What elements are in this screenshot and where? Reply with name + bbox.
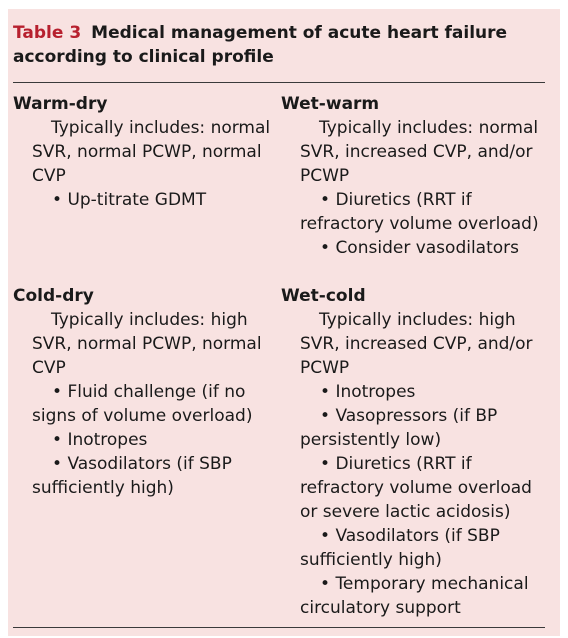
bullet-glyph: • [52, 454, 63, 474]
cell-heading: Wet-cold [281, 286, 366, 306]
bullet-item [13, 188, 271, 212]
table-caption [13, 21, 533, 69]
bullet-text: Vasodilators (if SBP sufficiently high) [300, 526, 500, 570]
bullet-glyph: • [320, 406, 331, 426]
bullet-item [281, 524, 539, 572]
bullet-text: Temporary mechanical circulatory support [300, 574, 529, 618]
cell-wet-cold [281, 284, 539, 620]
table-label: Table 3 [13, 23, 82, 43]
bullet-text: Inotropes [67, 430, 148, 450]
table-top-rule [13, 82, 545, 83]
bullet-glyph: • [52, 382, 63, 402]
cell-intro: Typically includes: high SVR, increased CVP, and/or PCWP [300, 310, 533, 378]
bullet-text: Diuretics (RRT if refractory volume overload) [300, 190, 539, 234]
bullet-text: Up-titrate GDMT [67, 190, 207, 210]
bullet-item [13, 380, 271, 428]
cell-intro: Typically includes: normal SVR, increased CVP, and/or PCWP [300, 118, 539, 186]
bullet-text: Vasopressors (if BP persistently low) [300, 406, 498, 450]
bullet-glyph: • [320, 238, 331, 258]
bullet-glyph: • [320, 382, 331, 402]
bullet-glyph: • [320, 454, 331, 474]
bullet-item [281, 188, 539, 236]
bullet-glyph: • [52, 430, 63, 450]
bullet-item [13, 428, 271, 452]
cell-cold-dry [13, 284, 271, 500]
cell-intro: Typically includes: normal SVR, normal PCWP, normal CVP [32, 118, 271, 186]
bullet-text: Fluid challenge (if no signs of volume overload) [32, 382, 253, 426]
cell-heading: Cold-dry [13, 286, 94, 306]
bullet-item [281, 236, 539, 260]
bullet-item [281, 452, 539, 524]
cell-intro: Typically includes: high SVR, normal PCWP, normal CVP [32, 310, 262, 378]
table-title: Medical management of acute heart failure according to clinical profile [13, 23, 508, 67]
bullet-item [13, 452, 271, 500]
bullet-glyph: • [52, 190, 63, 210]
bullet-text: Consider vasodilators [335, 238, 520, 258]
bullet-item [281, 380, 539, 404]
bullet-text: Vasodilators (if SBP sufficiently high) [32, 454, 232, 498]
bullet-glyph: • [320, 574, 331, 594]
cell-wet-warm [281, 92, 539, 260]
bullet-text: Diuretics (RRT if refractory volume overload or severe lactic acidosis) [300, 454, 532, 522]
bullet-text: Inotropes [335, 382, 416, 402]
cell-heading: Wet-warm [281, 94, 380, 114]
bullet-glyph: • [320, 190, 331, 210]
cell-warm-dry [13, 92, 271, 212]
cell-heading: Warm-dry [13, 94, 108, 114]
table-bottom-rule [13, 627, 545, 628]
bullet-item [281, 404, 539, 452]
bullet-glyph: • [320, 526, 331, 546]
bullet-item [281, 572, 539, 620]
